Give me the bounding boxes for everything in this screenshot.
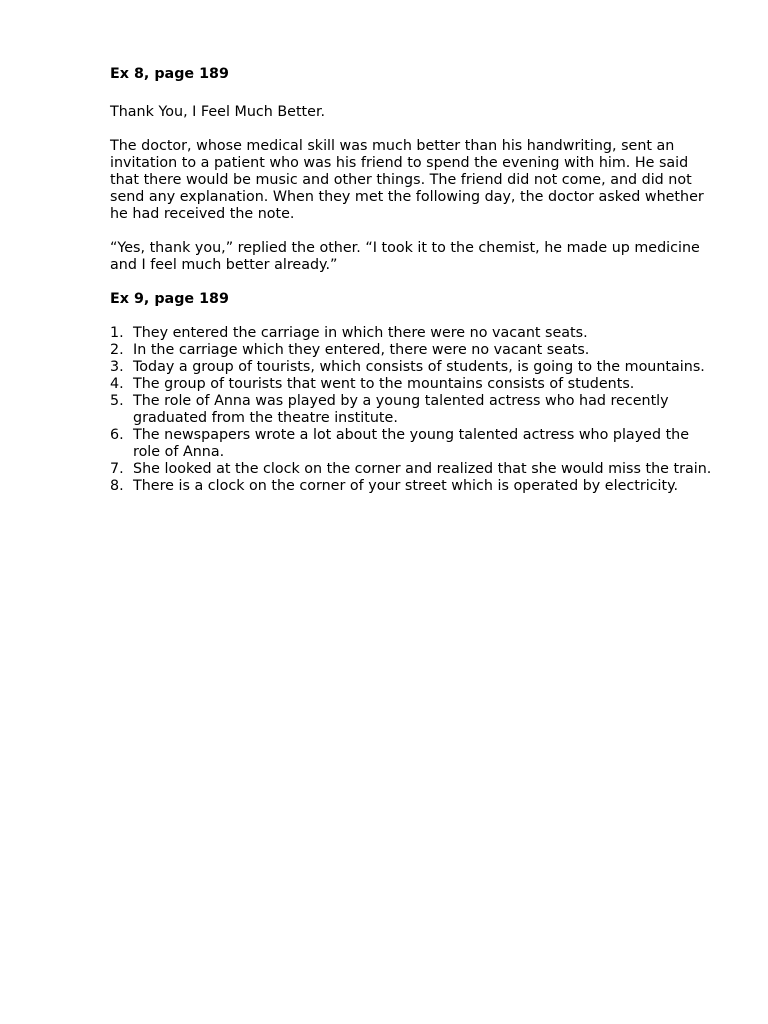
list-item xyxy=(110,393,720,427)
list-item-number: 1. xyxy=(110,325,124,341)
list-item-text: They entered the carriage in which there were no vacant seats. xyxy=(133,325,588,341)
list-item-number: 4. xyxy=(110,376,124,392)
list-item-text: There is a clock on the corner of your street which is operated by electricity. xyxy=(133,478,679,494)
list-item xyxy=(110,461,720,478)
list-item-number: 7. xyxy=(110,461,124,477)
list-item xyxy=(110,376,720,393)
list-item-text: The group of tourists that went to the mountains consists of students. xyxy=(133,376,635,392)
ex8-heading: Ex 8, page 189 xyxy=(110,66,229,82)
list-item xyxy=(110,359,720,376)
document-page xyxy=(110,66,720,495)
list-item xyxy=(110,427,720,461)
list-item xyxy=(110,325,720,342)
list-item-number: 2. xyxy=(110,342,124,358)
list-item-text: Today a group of tourists, which consists of students, is going to the mountains. xyxy=(133,359,705,375)
story-paragraph-2: “Yes, thank you,” replied the other. “I took it to the chemist, he made up medicine and I feel much better already.” xyxy=(110,240,700,273)
list-item-number: 6. xyxy=(110,427,124,443)
story-title: Thank You, I Feel Much Better. xyxy=(110,104,326,120)
list-item-text: The newspapers wrote a lot about the young talented actress who played the role of Anna. xyxy=(133,427,690,460)
story-paragraph-1: The doctor, whose medical skill was much better than his handwriting, sent an invitation to a patient who was his friend to spend the evening with him. He said that there would be music and other things. The friend did not come, and did not send any explanation. When they met the following day, the doctor asked whether he had received the note. xyxy=(110,138,704,222)
list-item xyxy=(110,478,720,495)
list-item-number: 8. xyxy=(110,478,124,494)
list-item-number: 3. xyxy=(110,359,124,375)
list-item xyxy=(110,342,720,359)
list-item-text: In the carriage which they entered, there were no vacant seats. xyxy=(133,342,590,358)
list-item-text: The role of Anna was played by a young talented actress who had recently graduated from the theatre institute. xyxy=(133,393,669,426)
sentence-list xyxy=(110,325,720,495)
list-item-number: 5. xyxy=(110,393,124,409)
ex9-heading: Ex 9, page 189 xyxy=(110,291,229,307)
list-item-text: She looked at the clock on the corner and realized that she would miss the train. xyxy=(133,461,712,477)
